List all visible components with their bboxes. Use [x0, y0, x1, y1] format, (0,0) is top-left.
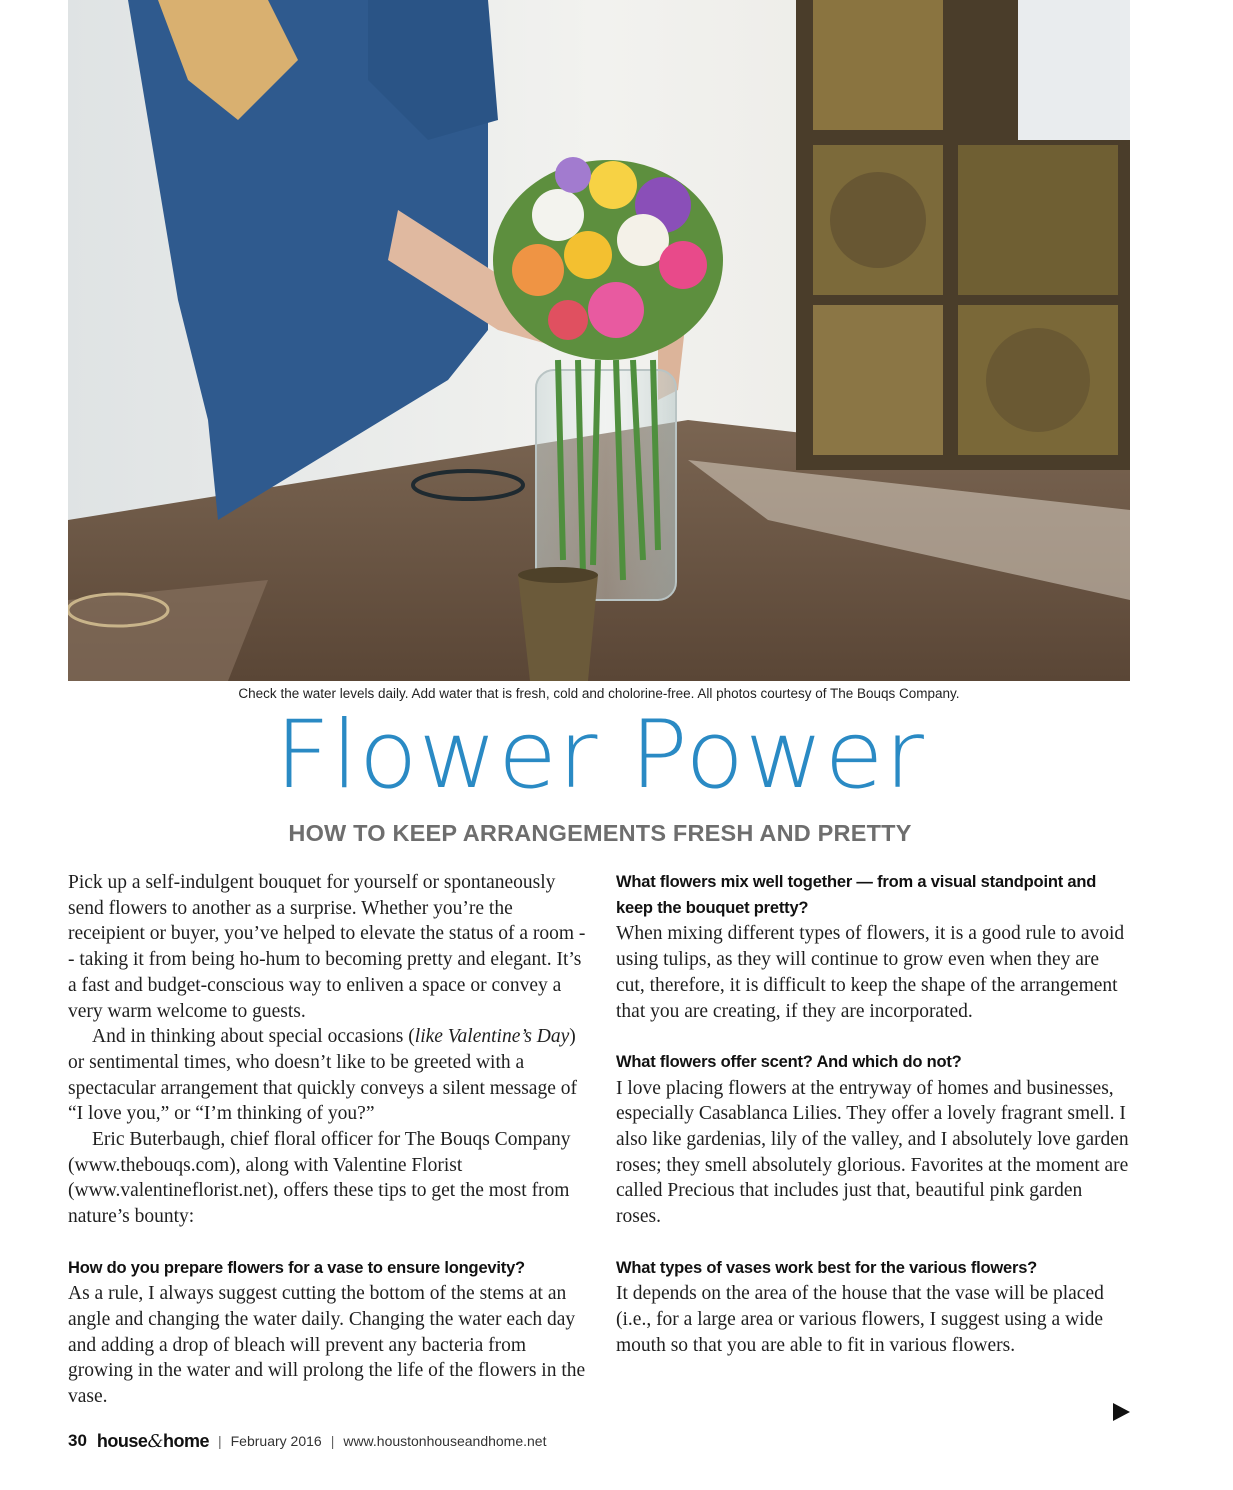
brand-amp: & — [147, 1430, 163, 1452]
answer-mix: When mixing different types of flowers, it is a good rule to avoid using tulips, as they will continue to grow even when they are cut, therefore, it is difficult to keep the shape of the arrangement that you are creating, if they are incorporated. — [616, 923, 1125, 1022]
play-arrow-icon[interactable] — [1113, 1403, 1130, 1421]
occasions-text-b: ) or sentimental times, who doesn’t like to be greeted with a spectacular arrangement that quickly conveys a silent message of “I love you,” or “I’m thinking of you?” — [68, 1026, 577, 1125]
photo-caption: Check the water levels daily. Add water that is fresh, cold and cholorine-free. All photos courtesy of The Bouqs Company. — [238, 686, 960, 701]
left-column — [68, 870, 588, 1410]
photo-illustration — [68, 0, 1130, 681]
occasions-text-a: And in thinking about special occasions ( — [92, 1026, 415, 1048]
answer-scent: I love placing flowers at the entryway of homes and businesses, especially Casablanca Lilies. They offer a lovely fragrant smell. I also like gardenias, lily of the valley, and I absolutely love garden roses; they smell absolutely glorious. Favorites at the moment are called Precious that includes just that, beautiful pink garden roses. — [616, 1077, 1129, 1228]
answer-longevity: As a rule, I always suggest cutting the bottom of the stems at an angle and changing the water daily. Changing the water each day and adding a drop of bleach will prevent any bacteria from growing in the water and will prolong the life of the flowers in the vase. — [68, 1283, 586, 1408]
website-link[interactable]: www.houstonhouseandhome.net — [343, 1433, 547, 1449]
right-column — [616, 870, 1130, 1358]
hero-photo — [68, 0, 1130, 681]
occasions-paragraph — [68, 1024, 588, 1127]
article-subtitle: HOW TO KEEP ARRANGEMENTS FRESH AND PRETTY — [288, 820, 912, 846]
issue-date: February 2016 — [230, 1433, 322, 1449]
article-title: Flower Power — [275, 701, 925, 810]
footer-separator-2: | — [330, 1433, 335, 1449]
occasions-italic: like Valentine’s Day — [414, 1026, 570, 1048]
question-scent: What flowers offer scent? And which do not? — [616, 1052, 962, 1071]
expert-paragraph: Eric Buterbaugh, chief floral officer for The Bouqs Company (www.thebouqs.com), along with Valentine Florist (www.valentineflorist.net), offers these tips to get the most from nature’s bounty: — [68, 1129, 571, 1228]
question-vases: What types of vases work best for the various flowers? — [616, 1258, 1038, 1277]
footer-separator: | — [217, 1433, 222, 1449]
brand-word-b: home — [162, 1430, 209, 1451]
answer-vases: It depends on the area of the house that the vase will be placed (i.e., for a large area or various flowers, I suggest using a wide mouth so that you are able to fit in various flowers. — [616, 1283, 1104, 1356]
page-footer — [68, 1428, 546, 1454]
page-number: 30 — [68, 1431, 87, 1450]
intro-paragraph: Pick up a self-indulgent bouquet for yourself or spontaneously send flowers to another as a surprise. Whether you’re the receipient or buyer, you’ve helped to elevate the status of a room -- taking it from being ho-hum to becoming pretty and elegant. It’s a fast and budget-conscious way to enliven a space or convey a very warm welcome to guests. — [68, 872, 586, 1022]
brand-logo — [97, 1431, 209, 1452]
question-mix: What flowers mix well together — from a visual standpoint and keep the bouquet pretty? — [616, 873, 1097, 917]
question-longevity: How do you prepare flowers for a vase to ensure longevity? — [68, 1258, 525, 1277]
brand-word-a: house — [96, 1430, 148, 1451]
